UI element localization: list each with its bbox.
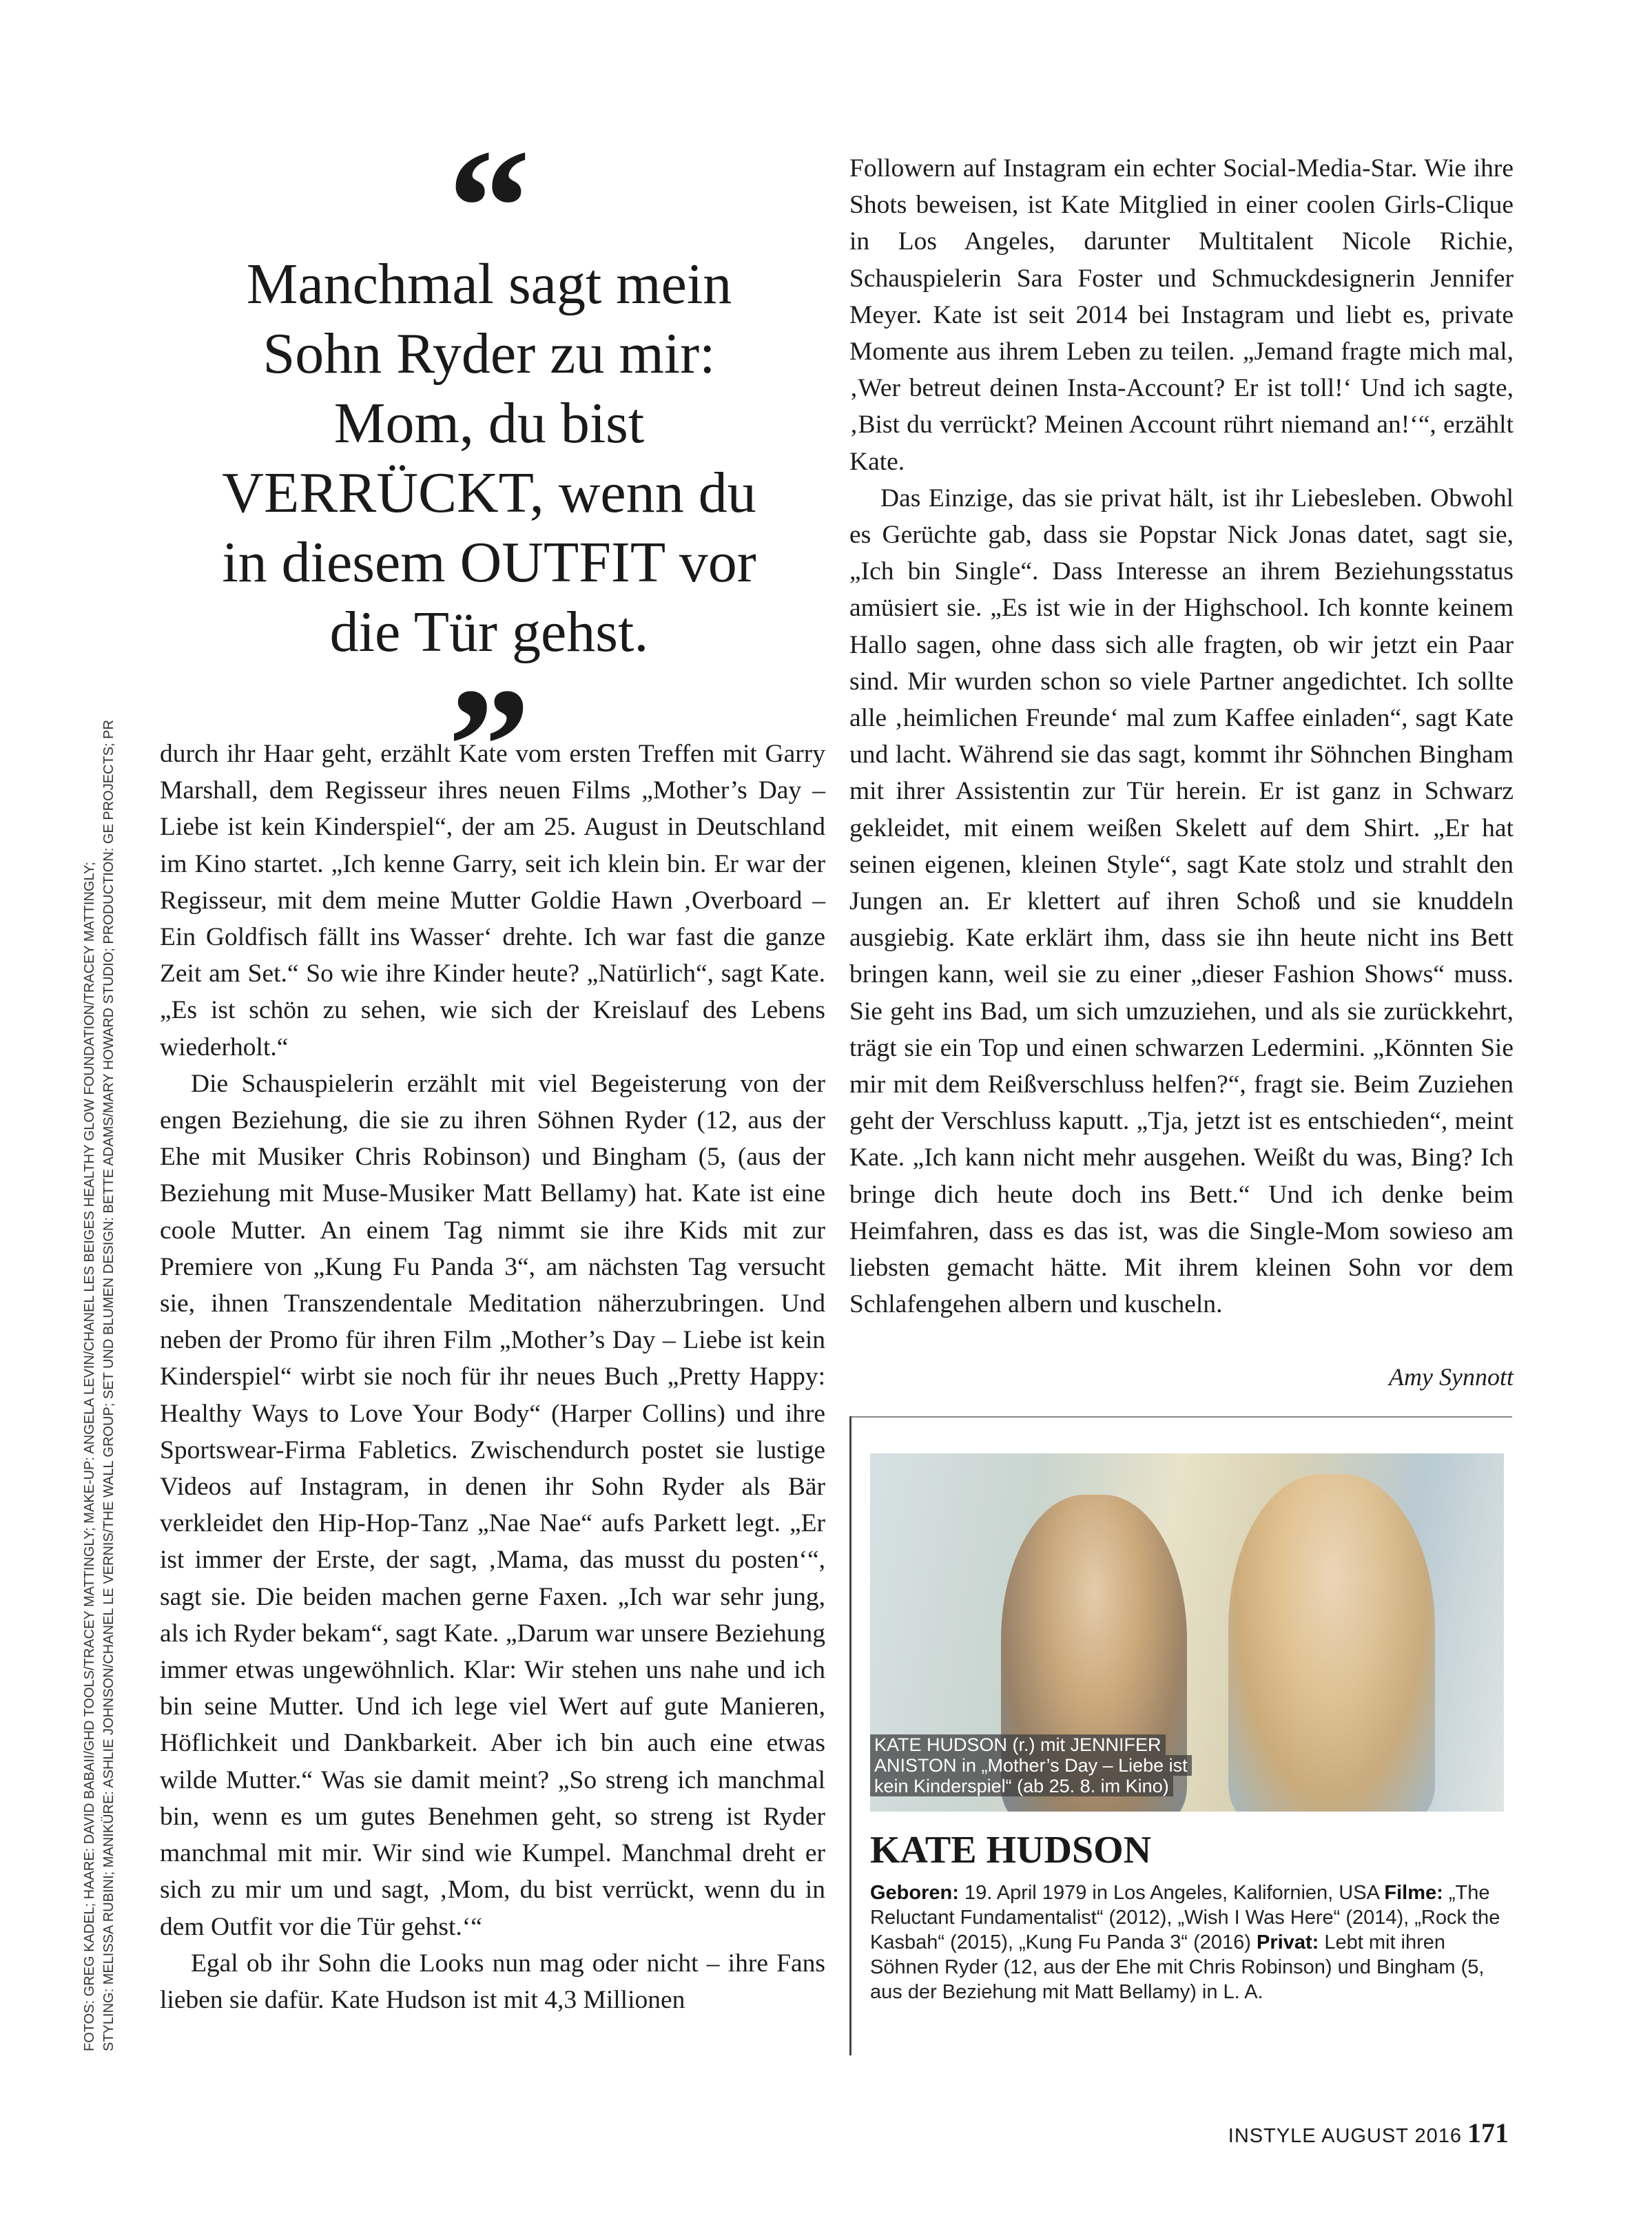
paragraph: Egal ob ihr Sohn die Looks nun mag oder nicht – ihre Fans lieben sie dafür. Kate Hudson ist mit 4,3 Millionen	[160, 1949, 825, 2014]
page-folio	[1171, 2117, 1509, 2149]
caption-line-2: ANISTON in „Mother’s Day – Liebe ist	[870, 1755, 1192, 1776]
born-label: Geboren:	[870, 1882, 959, 1904]
caption-line-3: kein Kinderspiel“ (ab 25. 8. im Kino)	[870, 1776, 1173, 1796]
infobox-left-rule	[849, 1416, 851, 2055]
credits-line-1: FOTOS: GREG KADEL; HAARE: DAVID BABAII/GHD TOOLS/TRACEY MATTINGLY; MAKE-UP: ANGELA LEVIN/CHANEL LES BEIGES HEALTHY GLOW FOUNDATION/TRACEY MATTINGLY;	[82, 862, 97, 2051]
photo-credits	[80, 536, 118, 2051]
pull-quote-text: Manchmal sagt mein Sohn Ryder zu mir: Mom, du bist VERRÜCKT, wenn du in diesem OUTFIT vor die Tür gehst.	[222, 252, 756, 664]
magazine-issue: INSTYLE AUGUST 2016	[1228, 2125, 1462, 2147]
actress-right-figure	[1228, 1474, 1435, 1812]
credits-line-2: STYLING: MELISSA RUBINI; MANIKÜRE: ASHLIE JOHNSON/CHANEL LE VERNIS/THE WALL GROUP; SET UND BLUMEN DESIGN: BETTE ADAMS/MARY HOWARD STUDIO; PRODUCTION: GE PROJECTS; PR	[101, 720, 116, 2051]
open-quote-mark: “	[448, 115, 530, 298]
paragraph: Die Schauspielerin erzählt mit viel Begeisterung von der engen Beziehung, die sie zu ihren Söhnen Ryder (12, aus der Ehe mit Musiker Chris Robinson) und Bingham (5, (aus der Beziehung mit Muse-Musiker Matt Bellamy) hat. Kate ist eine coole Mutter. An einem Tag nimmt sie ihre Kids mit zur Premiere von „Kung Fu Panda 3“, am nächsten Tag versucht sie, ihnen Transzendentale Meditation näherzubringen. Und neben der Promo für ihren Film „Mother’s Day – Liebe ist kein Kinderspiel“ wirbt sie noch für ihr neues Buch „Pretty Happy: Healthy Ways to Love Your Body“ (Harper Collins) und ihre Sportswear-Firma Fabletics. Zwischendurch postet sie lustige Videos auf Instagram, in denen ihr Sohn Ryder als Bär verkleidet den Hip-Hop-Tanz „Nae Nae“ aufs Parkett legt. „Er ist immer der Erste, der sagt, ‚Mama, das musst du posten‘“, sagt sie. Die beiden machen gerne Faxen. „Ich war sehr jung, als ich Ryder bekam“, sagt Kate. „Darum war unsere Beziehung immer etwas ungewöhnlich. Klar: Wir stehen uns nahe und ich bin seine Mutter. Und ich lege viel Wert auf gute Manieren, Höflichkeit und Dankbarkeit. Aber ich bin auch eine etwas wilde Mutter.“ Was sie damit meint? „So streng ich manchmal bin, wenn es um gutes Benehmen geht, so streng ist Ryder manchmal mit mir. Wir sind wie Kumpel. Manchmal dreht er sich zu mir um und sagt, ‚Mom, du bist verrückt, wenn du in dem Outfit vor die Tür gehst.‘“	[160, 1069, 825, 1941]
paragraph: durch ihr Haar geht, erzählt Kate vom ersten Treffen mit Garry Marshall, dem Regisseur ihres neuen Films „Mother’s Day – Liebe ist kein Kinderspiel“, der am 25. August in Deutschland im Kino startet. „Ich kenne Garry, seit ich klein bin. Er war der Regisseur, mit dem meine Mutter Goldie Hawn ‚Overboard – Ein Goldfisch fällt ins Wasser‘ drehte. Ich war fast die ganze Zeit am Set.“ So wie ihre Kinder heute? „Natürlich“, sagt Kate. „Es ist schön zu sehen, wie sich der Kreislauf des Lebens wiederholt.“	[160, 740, 825, 1061]
pull-quote	[200, 115, 778, 837]
author-byline: Amy Synnott	[1389, 1363, 1514, 1391]
films-value: „The Reluctant Fundamentalist“ (2012), „Wish I Was Here“ (2014), „Rock the Kasbah“ (2015), „Kung Fu Panda 3“ (2016)	[870, 1882, 1500, 1953]
infobox-top-rule	[849, 1416, 1512, 1418]
films-label: Filme:	[1384, 1882, 1443, 1904]
private-value: Lebt mit ihren Söhnen Ryder (12, aus der Ehe mit Chris Robinson) und Bingham (5, aus der Beziehung mit Matt Bellamy) in L. A.	[870, 1931, 1485, 2003]
article-column-right	[849, 150, 1514, 1323]
close-quote-mark: ”	[448, 654, 530, 837]
private-label: Privat:	[1257, 1931, 1319, 1953]
paragraph: Das Einzige, das sie privat hält, ist ihr Liebesleben. Obwohl es Gerüchte gab, dass sie Popstar Nick Jonas datet, sagt sie, „Ich bin Single“. Dass Interesse an ihrem Beziehungsstatus amüsiert sie. „Es ist wie in der Highschool. Ich konnte keinem Hallo sagen, ohne dass sich alle fragten, ob wir jetzt ein Paar sind. Mir wurden schon so viele Partner angedichtet. Ich sollte alle ‚heimlichen Freunde‘ mal zum Kaffee einladen“, sagt Kate und lacht. Während sie das sagt, kommt ihr Söhnchen Bingham mit ihrer Assistentin zur Tür herein. Er ist ganz in Schwarz gekleidet, mit einem weißen Skelett auf dem Shirt. „Er hat seinen eigenen, kleinen Style“, sagt Kate stolz und strahlt den Jungen an. Er klettert auf ihren Schoß und sie knuddeln ausgiebig. Kate erklärt ihm, dass sie ihn heute nicht ins Bett bringen kann, weil sie zu einer „dieser Fashion Shows“ muss. Sie geht ins Bad, um sich umzuziehen, und als sie zurückkehrt, trägt sie ein Top und einen schwarzen Ledermini. „Könnten Sie mir mit dem Reißverschluss helfen?“, fragt sie. Beim Zuziehen geht der Verschluss kaputt. „Tja, jetzt ist es entschieden“, meint Kate. „Ich kann nicht mehr ausgehen. Weißt du was, Bing? Ich bringe dich heute doch ins Bett.“ Und ich denke beim Heimfahren, dass es das ist, was die Single-Mom sowieso am liebsten gemacht hätte. Mit ihrem kleinen Sohn vor dem Schlafengehen albern und kuscheln.	[849, 484, 1514, 1319]
infobox-name: KATE HUDSON	[870, 1829, 1152, 1872]
paragraph: Followern auf Instagram ein echter Social-Media-Star. Wie ihre Shots beweisen, ist Kate Mitglied in einer coolen Girls-Clique in Los Angeles, darunter Multitalent Nicole Richie, Schauspielerin Sara Foster und Schmuckdesignerin Jennifer Meyer. Kate ist seit 2014 bei Instagram und liebt es, private Momente aus ihrem Leben zu teilen. „Jemand fragte mich mal, ‚Wer betreut deinen Insta-Account? Er ist toll!‘ Und ich sagte, ‚Bist du verrückt? Meinen Account rührt niemand an!‘“, erzählt Kate.	[849, 154, 1514, 476]
page-number: 171	[1467, 2117, 1509, 2148]
article-column-left	[160, 736, 825, 2018]
infobox-body	[870, 1880, 1504, 2004]
caption-line-1: KATE HUDSON (r.) mit JENNIFER	[870, 1734, 1166, 1755]
photo-caption	[870, 1734, 1192, 1796]
born-value: 19. April 1979 in Los Angeles, Kalifornien, USA	[964, 1882, 1379, 1904]
movie-still-photo	[870, 1453, 1504, 1812]
